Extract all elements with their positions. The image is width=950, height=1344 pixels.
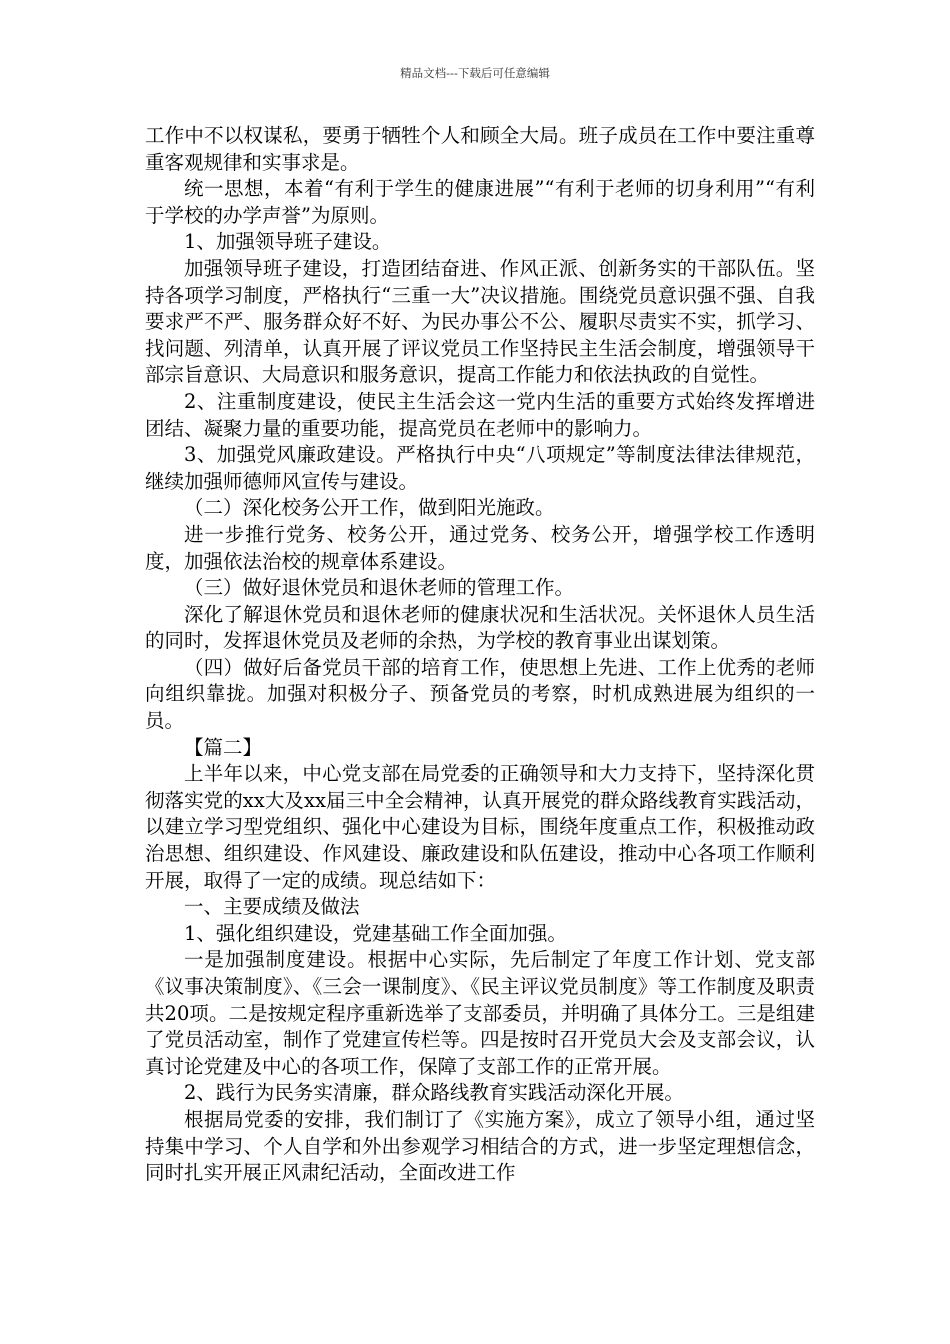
section-heading: 【篇二】 (184, 735, 263, 759)
paragraph: 工作中不以权谋私，要勇于牺牲个人和顾全大局。班子成员在工作中要注重尊重客观规律和实事求是。 (145, 124, 815, 174)
paragraph: 一是加强制度建设。根据中心实际，先后制定了年度工作计划、党支部《议事决策制度》、《三会一课制度》、《民主评议党员制度》等工作制度及职责共20项。二是按规定程序重新选举了支部委员，并明确了具体分工。三是组建了党员活动室，制作了党建宣传栏等。四是按时召开党员大会及支部会议，认真讨论党建及中心的各项工作，保障了支部工作的正常开展。 (145, 948, 815, 1078)
page-header: 精品文档---下载后可任意编辑 (400, 66, 550, 80)
section-heading: 1、加强领导班子建设。 (184, 230, 392, 254)
section-heading: （二）深化校务公开工作，做到阳光施政。 (184, 496, 555, 520)
paragraph: 统一思想，本着“有利于学生的健康进展”“有利于老师的切身利用”“有利于学校的办学声誉”为原则。 (145, 177, 815, 227)
paragraph: 深化了解退休党员和退休老师的健康状况和生活状况。关怀退休人员生活的同时，发挥退休党员及老师的余热，为学校的教育事业出谋划策。 (145, 602, 815, 653)
section-heading: 1、强化组织建设，党建基础工作全面加强。 (184, 921, 567, 945)
paragraph: 3、加强党风廉政建设。严格执行中央“八项规定”等制度法律法律规范，继续加强师德师风宣传与建设。 (145, 443, 815, 493)
paragraph: 根据局党委的安排，我们制订了《实施方案》，成立了领导小组，通过坚持集中学习、个人自学和外出参观学习相结合的方式，进一步坚定理想信念，同时扎实开展正风肃纪活动，全面改进工作 (145, 1107, 815, 1185)
section-heading: （三）做好退休党员和退休老师的管理工作。 (184, 576, 575, 600)
paragraph: 进一步推行党务、校务公开，通过党务、校务公开，增强学校工作透明度，加强依法治校的规章体系建设。 (145, 522, 815, 573)
paragraph: 上半年以来，中心党支部在局党委的正确领导和大力支持下，坚持深化贯彻落实党的xx大及xx届三中全会精神，认真开展党的群众路线教育实践活动，以建立学习型党组织、强化中心建设为目标，围绕年度重点工作，积极推动政治思想、组织建设、作风建设、廉政建设和队伍建设，推动中心各项工作顺利开展，取得了一定的成绩。现总结如下： (145, 762, 815, 892)
paragraph: 2、注重制度建设，使民主生活会这一党内生活的重要方式始终发挥增进团结、凝聚力量的重要功能，提高党员在老师中的影响力。 (145, 389, 815, 440)
document-body (145, 123, 815, 1187)
section-heading: 一、主要成绩及做法 (184, 895, 360, 919)
paragraph: （四）做好后备党员干部的培育工作，使思想上先进、工作上优秀的老师向组织靠拢。加强对积极分子、预备党员的考察，时机成熟进展为组织的一员。 (145, 655, 815, 733)
paragraph: 加强领导班子建设，打造团结奋进、作风正派、创新务实的干部队伍。坚持各项学习制度，严格执行“三重一大”决议措施。围绕党员意识强不强、自我要求严不严、服务群众好不好、为民办事公不公、履职尽责实不实，抓学习、找问题、列清单，认真开展了评议党员工作坚持民主生活会制度，增强领导干部宗旨意识、大局意识和服务意识，提高工作能力和依法执政的自觉性。 (145, 256, 815, 387)
section-heading: 2、践行为民务实清廉，群众路线教育实践活动深化开展。 (184, 1081, 684, 1105)
